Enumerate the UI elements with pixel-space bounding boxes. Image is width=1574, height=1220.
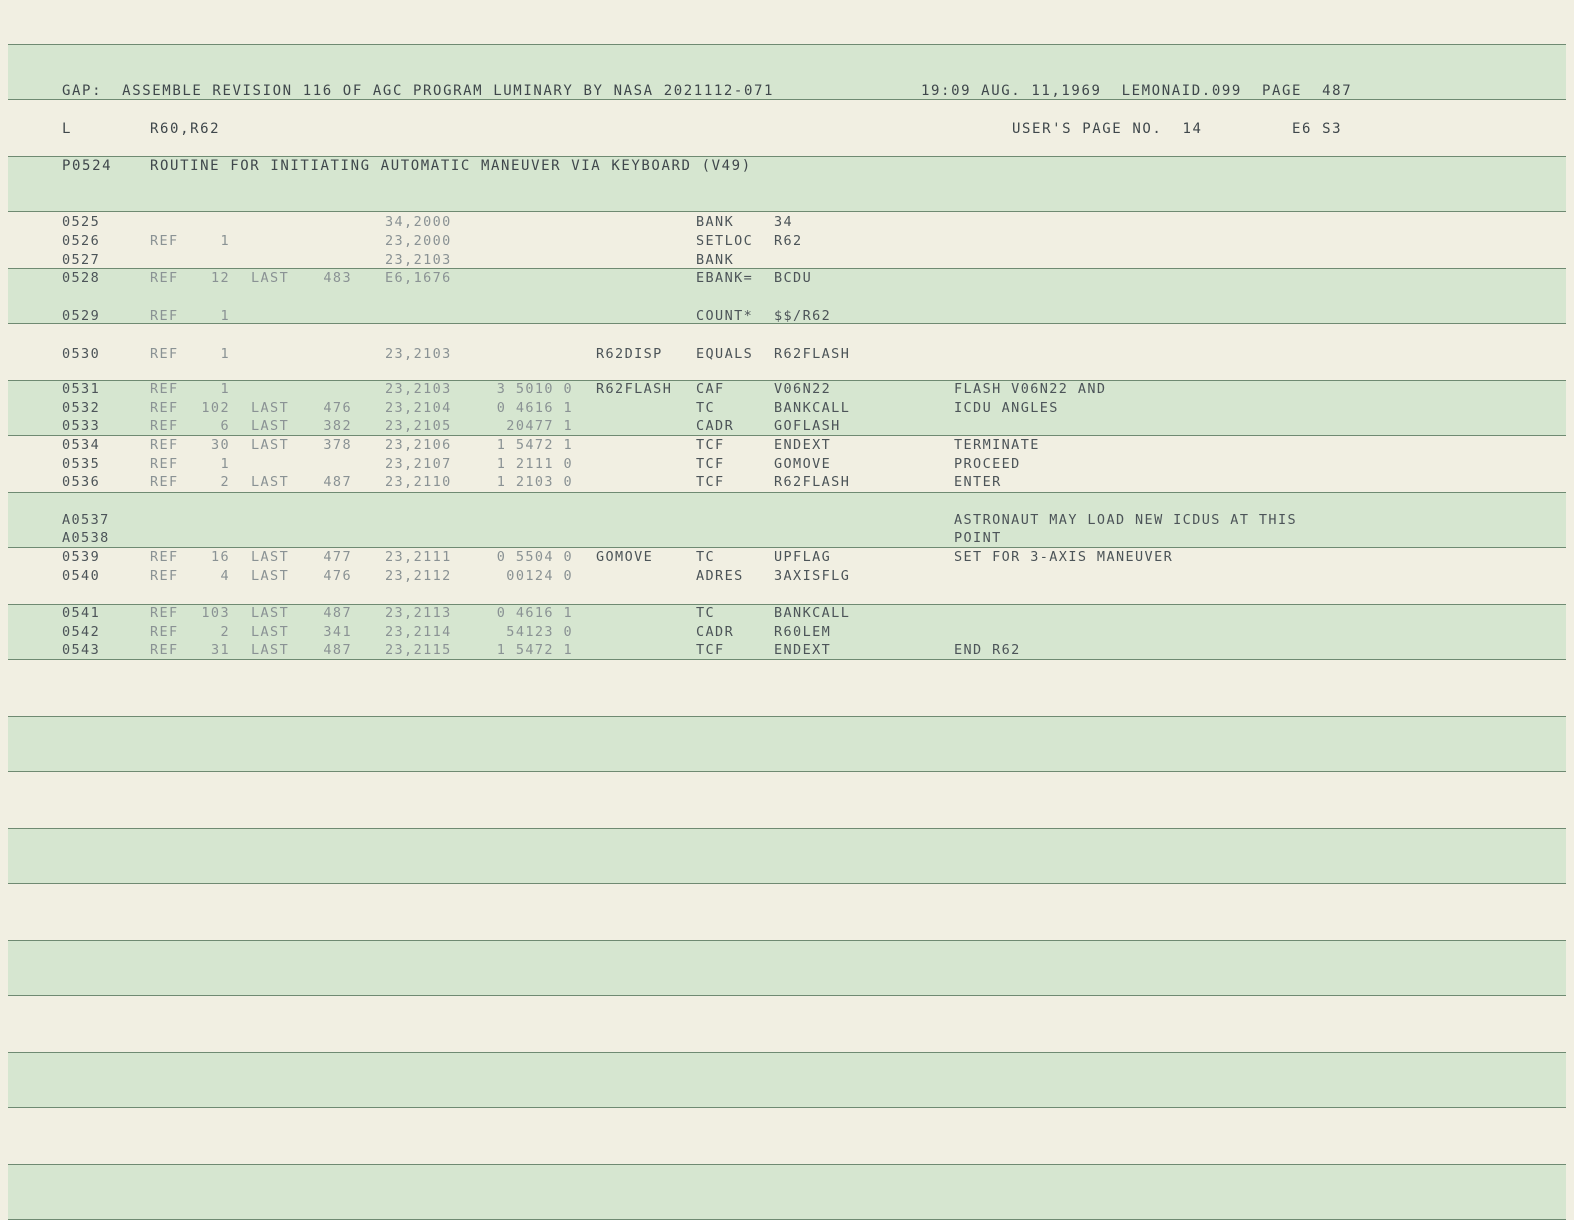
operand: V06N22 [774,381,832,397]
ref-label: REF [150,568,179,584]
ref-count: 2 [220,624,230,640]
ref-count: 16 [210,549,230,565]
address: 23,2106 [385,437,452,453]
octal-code: 0 5504 0 [496,549,573,565]
operand: BANKCALL [774,400,851,416]
operand: R60LEM [774,624,832,640]
symbol-label: R62FLASH [596,381,673,397]
ref-label: REF [150,233,179,249]
address: 34,2000 [385,214,452,230]
last-line: 476 [323,400,352,416]
listing-type: L [62,121,73,137]
opcode: TC [696,400,716,416]
seq-number: 0542 [62,624,101,640]
operand: GOMOVE [774,456,832,472]
octal-code: 1 5472 1 [496,642,573,658]
ref-count: 1 [220,346,230,362]
last-line: 487 [323,605,352,621]
last-line: 483 [323,270,352,286]
ref-label: REF [150,308,179,324]
routine-title: ROUTINE FOR INITIATING AUTOMATIC MANEUVER VIA KEYBOARD (V49) [150,158,752,174]
address: 23,2000 [385,233,452,249]
last-label: LAST [251,474,290,490]
last-label: LAST [251,418,290,434]
ref-label: REF [150,642,179,658]
listing-line [0,436,1560,454]
paper-band [8,1052,1566,1108]
ref-label: REF [150,624,179,640]
address: 23,2113 [385,605,452,621]
ref-count: 4 [220,568,230,584]
opcode: CADR [696,624,735,640]
ref-label: REF [150,456,179,472]
operand: BCDU [774,270,813,286]
opcode: ADRES [696,568,744,584]
ref-count: 30 [210,437,230,453]
seq-number: 0536 [62,474,101,490]
opcode: BANK [696,214,735,230]
ref-label: REF [150,437,179,453]
comment: ENTER [954,474,1002,490]
opcode: EQUALS [696,346,754,362]
comment: FLASH V06N22 AND [954,381,1107,397]
address: 23,2103 [385,346,452,362]
ref-count: 12 [210,270,230,286]
listing-line [0,380,1560,398]
address: 23,2107 [385,456,452,472]
comment: ASTRONAUT MAY LOAD NEW ICDUS AT THIS [954,512,1297,528]
last-line: 378 [323,437,352,453]
routine-names: R60,R62 [150,121,221,137]
operand: ENDEXT [774,437,832,453]
listing-line [0,604,1560,622]
seq-number: 0540 [62,568,101,584]
listing-line [0,455,1560,473]
comment: TERMINATE [954,437,1040,453]
paper-band [8,940,1566,996]
symbol-label: GOMOVE [596,549,654,565]
octal-code: 0 4616 1 [496,400,573,416]
opcode: CAF [696,381,725,397]
opcode: TCF [696,456,725,472]
ref-label: REF [150,418,179,434]
operand: UPFLAG [774,549,832,565]
octal-code: 1 2103 0 [496,474,573,490]
address: 23,2115 [385,642,452,658]
operand: R62FLASH [774,474,851,490]
opcode: EBANK= [696,270,754,286]
header-right: 19:09 AUG. 11,1969 LEMONAID.099 PAGE 487 [921,83,1353,99]
last-label: LAST [251,624,290,640]
last-line: 382 [323,418,352,434]
opcode: CADR [696,418,735,434]
ref-label: REF [150,474,179,490]
ref-count: 1 [220,308,230,324]
last-label: LAST [251,270,290,286]
ref-label: REF [150,270,179,286]
last-label: LAST [251,437,290,453]
operand: BANKCALL [774,605,851,621]
page-header [0,82,1560,100]
ref-count: 1 [220,381,230,397]
listing-line [0,511,1560,529]
section-code: E6 S3 [1292,121,1343,137]
page-subheader [0,120,1560,138]
address: 23,2103 [385,252,452,268]
ref-label: REF [150,549,179,565]
seq-number: 0541 [62,605,101,621]
last-line: 341 [323,624,352,640]
paper-band [8,1164,1566,1220]
ref-count: 1 [220,233,230,249]
listing-line [0,567,1560,585]
operand: 34 [774,214,794,230]
listing-line [0,345,1560,363]
last-label: LAST [251,605,290,621]
octal-code: 0 4616 1 [496,605,573,621]
header-left: GAP: ASSEMBLE REVISION 116 OF AGC PROGRAM LUMINARY BY NASA 2021112-071 [62,83,775,99]
address: 23,2112 [385,568,452,584]
address: 23,2110 [385,474,452,490]
listing-line [0,399,1560,417]
address: 23,2104 [385,400,452,416]
ref-count: 103 [201,605,230,621]
seq-number: 0530 [62,346,101,362]
last-line: 476 [323,568,352,584]
seq-number: 0525 [62,214,101,230]
address: 23,2111 [385,549,452,565]
opcode: TCF [696,437,725,453]
listing-line [0,213,1560,231]
listing-line [0,529,1560,547]
listing-line [0,641,1560,659]
ref-count: 6 [220,418,230,434]
seq-number: 0534 [62,437,101,453]
seq-number: 0527 [62,252,101,268]
opcode: COUNT* [696,308,754,324]
octal-code: 20477 1 [506,418,573,434]
address: 23,2105 [385,418,452,434]
listing-line [0,269,1560,287]
opcode: BANK [696,252,735,268]
paper-band [8,716,1566,772]
listing-line [0,473,1560,491]
ref-label: REF [150,400,179,416]
last-label: LAST [251,642,290,658]
comment: END R62 [954,642,1021,658]
ref-count: 2 [220,474,230,490]
opcode: TC [696,549,716,565]
seq-number: 0526 [62,233,101,249]
listing-line [0,307,1560,325]
seq-number: 0531 [62,381,101,397]
ref-label: REF [150,381,179,397]
octal-code: 1 2111 0 [496,456,573,472]
ref-count: 102 [201,400,230,416]
octal-code: 00124 0 [506,568,573,584]
title-seq: P0524 [62,158,113,174]
seq-number: 0529 [62,308,101,324]
seq-number: 0539 [62,549,101,565]
octal-code: 1 5472 1 [496,437,573,453]
operand: $$/R62 [774,308,832,324]
seq-number: 0535 [62,456,101,472]
address: 23,2103 [385,381,452,397]
octal-code: 54123 0 [506,624,573,640]
listing-line [0,417,1560,435]
last-label: LAST [251,549,290,565]
seq-number: 0528 [62,270,101,286]
comment: PROCEED [954,456,1021,472]
opcode: TC [696,605,716,621]
ref-count: 1 [220,456,230,472]
user-page-number: USER'S PAGE NO. 14 [1012,121,1203,137]
listing-line [0,251,1560,269]
operand: ENDEXT [774,642,832,658]
routine-title-line [0,157,1560,175]
operand: GOFLASH [774,418,841,434]
opcode: TCF [696,474,725,490]
ref-label: REF [150,605,179,621]
last-line: 487 [323,474,352,490]
operand: 3AXISFLG [774,568,851,584]
last-line: 487 [323,642,352,658]
opcode: SETLOC [696,233,754,249]
comment: SET FOR 3-AXIS MANEUVER [954,549,1174,565]
operand: R62 [774,233,803,249]
operand: R62FLASH [774,346,851,362]
comment: POINT [954,530,1002,546]
ref-label: REF [150,346,179,362]
seq-number: A0538 [62,530,110,546]
opcode: TCF [696,642,725,658]
octal-code: 3 5010 0 [496,381,573,397]
listing-line [0,623,1560,641]
seq-number: A0537 [62,512,110,528]
address: E6,1676 [385,270,452,286]
paper-band [8,828,1566,884]
comment: ICDU ANGLES [954,400,1059,416]
listing-line [0,232,1560,250]
seq-number: 0533 [62,418,101,434]
seq-number: 0543 [62,642,101,658]
listing-line [0,548,1560,566]
ref-count: 31 [210,642,230,658]
last-label: LAST [251,400,290,416]
symbol-label: R62DISP [596,346,663,362]
address: 23,2114 [385,624,452,640]
last-line: 477 [323,549,352,565]
seq-number: 0532 [62,400,101,416]
last-label: LAST [251,568,290,584]
